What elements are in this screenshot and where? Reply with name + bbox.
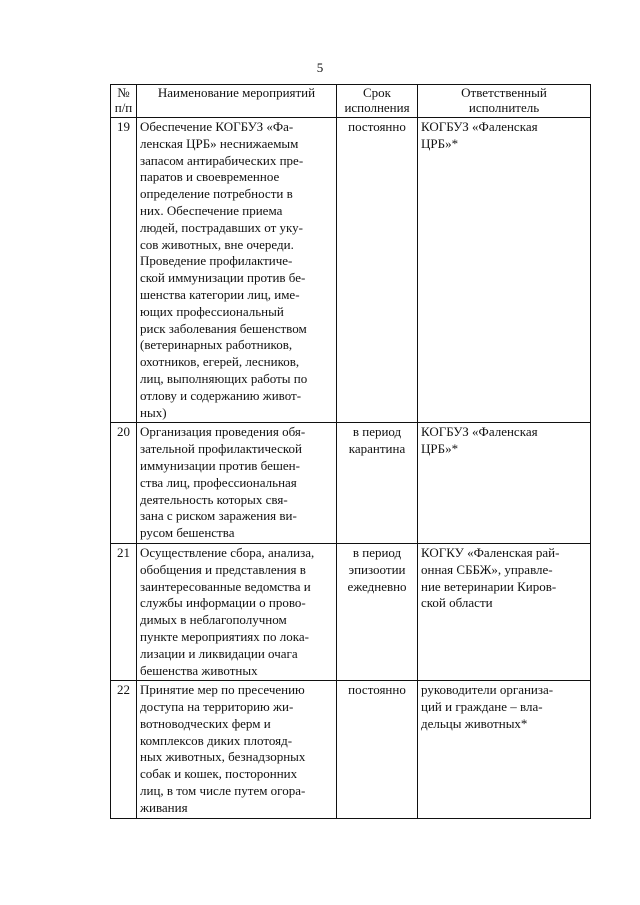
- action-text-line: димых в неблагополучном: [140, 612, 287, 628]
- responsible-text-line: онная СББЖ», управле-: [421, 561, 553, 577]
- action-text-line: паратов и своевременное: [140, 169, 280, 185]
- term-cell: [337, 423, 418, 544]
- action-text-line: ской иммунизации против бе-: [140, 270, 306, 286]
- header-action-label: Наименование мероприятий: [157, 85, 316, 100]
- action-text-line: бешенства животных: [140, 662, 258, 678]
- action-text-line: деятельность которых свя-: [140, 491, 288, 507]
- action-text-line: шенства категории лиц, име-: [140, 286, 300, 302]
- responsible-cell: [418, 681, 591, 818]
- responsible-text-line: КОГБУЗ «Фаленская: [421, 424, 538, 440]
- action-text-line: них. Обеспечение приема: [140, 202, 283, 218]
- action-text-line: доступа на территорию жи-: [140, 699, 294, 715]
- action-text-line: охотников, егерей, лесников,: [140, 354, 300, 370]
- action-cell: [137, 681, 337, 818]
- action-text-line: обобщения и представления в: [140, 561, 306, 577]
- responsible-text-line: дельцы животных*: [421, 715, 528, 731]
- responsible-text-line: ЦРБ»*: [421, 441, 459, 457]
- header-responsible: [418, 85, 591, 118]
- action-text-line: Проведение профилактиче-: [140, 253, 293, 269]
- header-action: [137, 85, 337, 118]
- term-text-line: эпизоотии: [348, 561, 406, 577]
- action-text-line: зательной профилактической: [140, 441, 302, 457]
- header-term-line: Срок: [363, 85, 391, 100]
- action-text-line: живания: [140, 799, 188, 815]
- action-text-line: комплексов диких плотояд-: [140, 732, 293, 748]
- row-number: 20: [111, 423, 137, 544]
- action-text-line: русом бешенства: [140, 525, 235, 541]
- term-text-line: постоянно: [348, 119, 406, 134]
- action-text-line: Организация проведения обя-: [140, 424, 306, 440]
- action-text-line: лизации и ликвидации очага: [140, 645, 298, 661]
- header-responsible-line: Ответственный: [461, 85, 547, 100]
- header-term: [337, 85, 418, 118]
- table-header-row: [111, 85, 591, 118]
- page-number: 5: [316, 60, 324, 75]
- action-text-line: (ветеринарных работников,: [140, 337, 293, 353]
- term-text-line: карантина: [348, 441, 406, 457]
- header-number: [111, 85, 137, 118]
- action-cell: [137, 543, 337, 680]
- action-text-line: Принятие мер по пресечению: [140, 682, 305, 698]
- action-text-line: зана с риском заражения ви-: [140, 508, 297, 524]
- term-cell: [337, 543, 418, 680]
- header-responsible-line: исполнитель: [468, 99, 540, 115]
- row-number: 19: [111, 118, 137, 423]
- row-number: 21: [111, 543, 137, 680]
- responsible-text-line: ций и граждане – вла-: [421, 699, 543, 715]
- action-text-line: ных): [140, 404, 167, 420]
- header-term-line: исполнения: [344, 99, 410, 115]
- term-text-line: в период: [352, 544, 402, 560]
- responsible-text-line: руководители организа-: [421, 682, 554, 698]
- responsible-cell: [418, 423, 591, 544]
- action-text-line: иммунизации против бешен-: [140, 457, 300, 473]
- header-number-line: №: [117, 85, 130, 100]
- action-text-line: людей, пострадавших от уку-: [140, 219, 304, 235]
- table-row: [111, 423, 591, 544]
- action-text-line: пункте мероприятиях по лока-: [140, 628, 309, 644]
- action-text-line: отлову и содержанию живот-: [140, 387, 302, 403]
- row-number: 22: [111, 681, 137, 818]
- responsible-cell: [418, 118, 591, 423]
- action-cell: [137, 423, 337, 544]
- action-text-line: вотноводческих ферм и: [140, 715, 271, 731]
- term-text-line: в период: [352, 424, 402, 440]
- action-text-line: ных животных, безнадзорных: [140, 749, 306, 765]
- table-row: [111, 543, 591, 680]
- action-text-line: ства лиц, профессиональная: [140, 474, 297, 490]
- action-text-line: определение потребности в: [140, 186, 293, 202]
- responsible-text-line: ской области: [421, 595, 493, 611]
- term-text-line: постоянно: [348, 682, 406, 698]
- term-cell: [337, 681, 418, 818]
- term-cell: [337, 118, 418, 423]
- measures-table: [110, 84, 591, 819]
- action-text-line: риск заболевания бешенством: [140, 320, 307, 336]
- responsible-text-line: ЦРБ»*: [421, 135, 459, 151]
- responsible-cell: [418, 543, 591, 680]
- action-text-line: собак и кошек, посторонних: [140, 766, 298, 782]
- action-text-line: Осуществление сбора, анализа,: [140, 544, 315, 560]
- action-text-line: лиц, выполняющих работы по: [140, 370, 308, 386]
- action-text-line: ющих профессиональный: [140, 303, 284, 319]
- term-text-line: ежедневно: [347, 578, 407, 594]
- action-text-line: запасом антирабических пре-: [140, 152, 304, 168]
- header-number-line: п/п: [114, 99, 133, 115]
- table-row: [111, 118, 591, 423]
- action-text-line: сов животных, вне очереди.: [140, 236, 294, 252]
- responsible-text-line: ние ветеринарии Киров-: [421, 578, 557, 594]
- action-text-line: лиц, в том числе путем огора-: [140, 783, 306, 799]
- action-text-line: службы информации о прово-: [140, 595, 306, 611]
- responsible-text-line: КОГКУ «Фаленская рай-: [421, 544, 560, 560]
- action-text-line: заинтересованные ведомства и: [140, 578, 311, 594]
- action-text-line: ленская ЦРБ» неснижаемым: [140, 135, 299, 151]
- action-cell: [137, 118, 337, 423]
- table-row: [111, 681, 591, 818]
- action-text-line: Обеспечение КОГБУЗ «Фа-: [140, 119, 294, 134]
- responsible-text-line: КОГБУЗ «Фаленская: [421, 119, 538, 134]
